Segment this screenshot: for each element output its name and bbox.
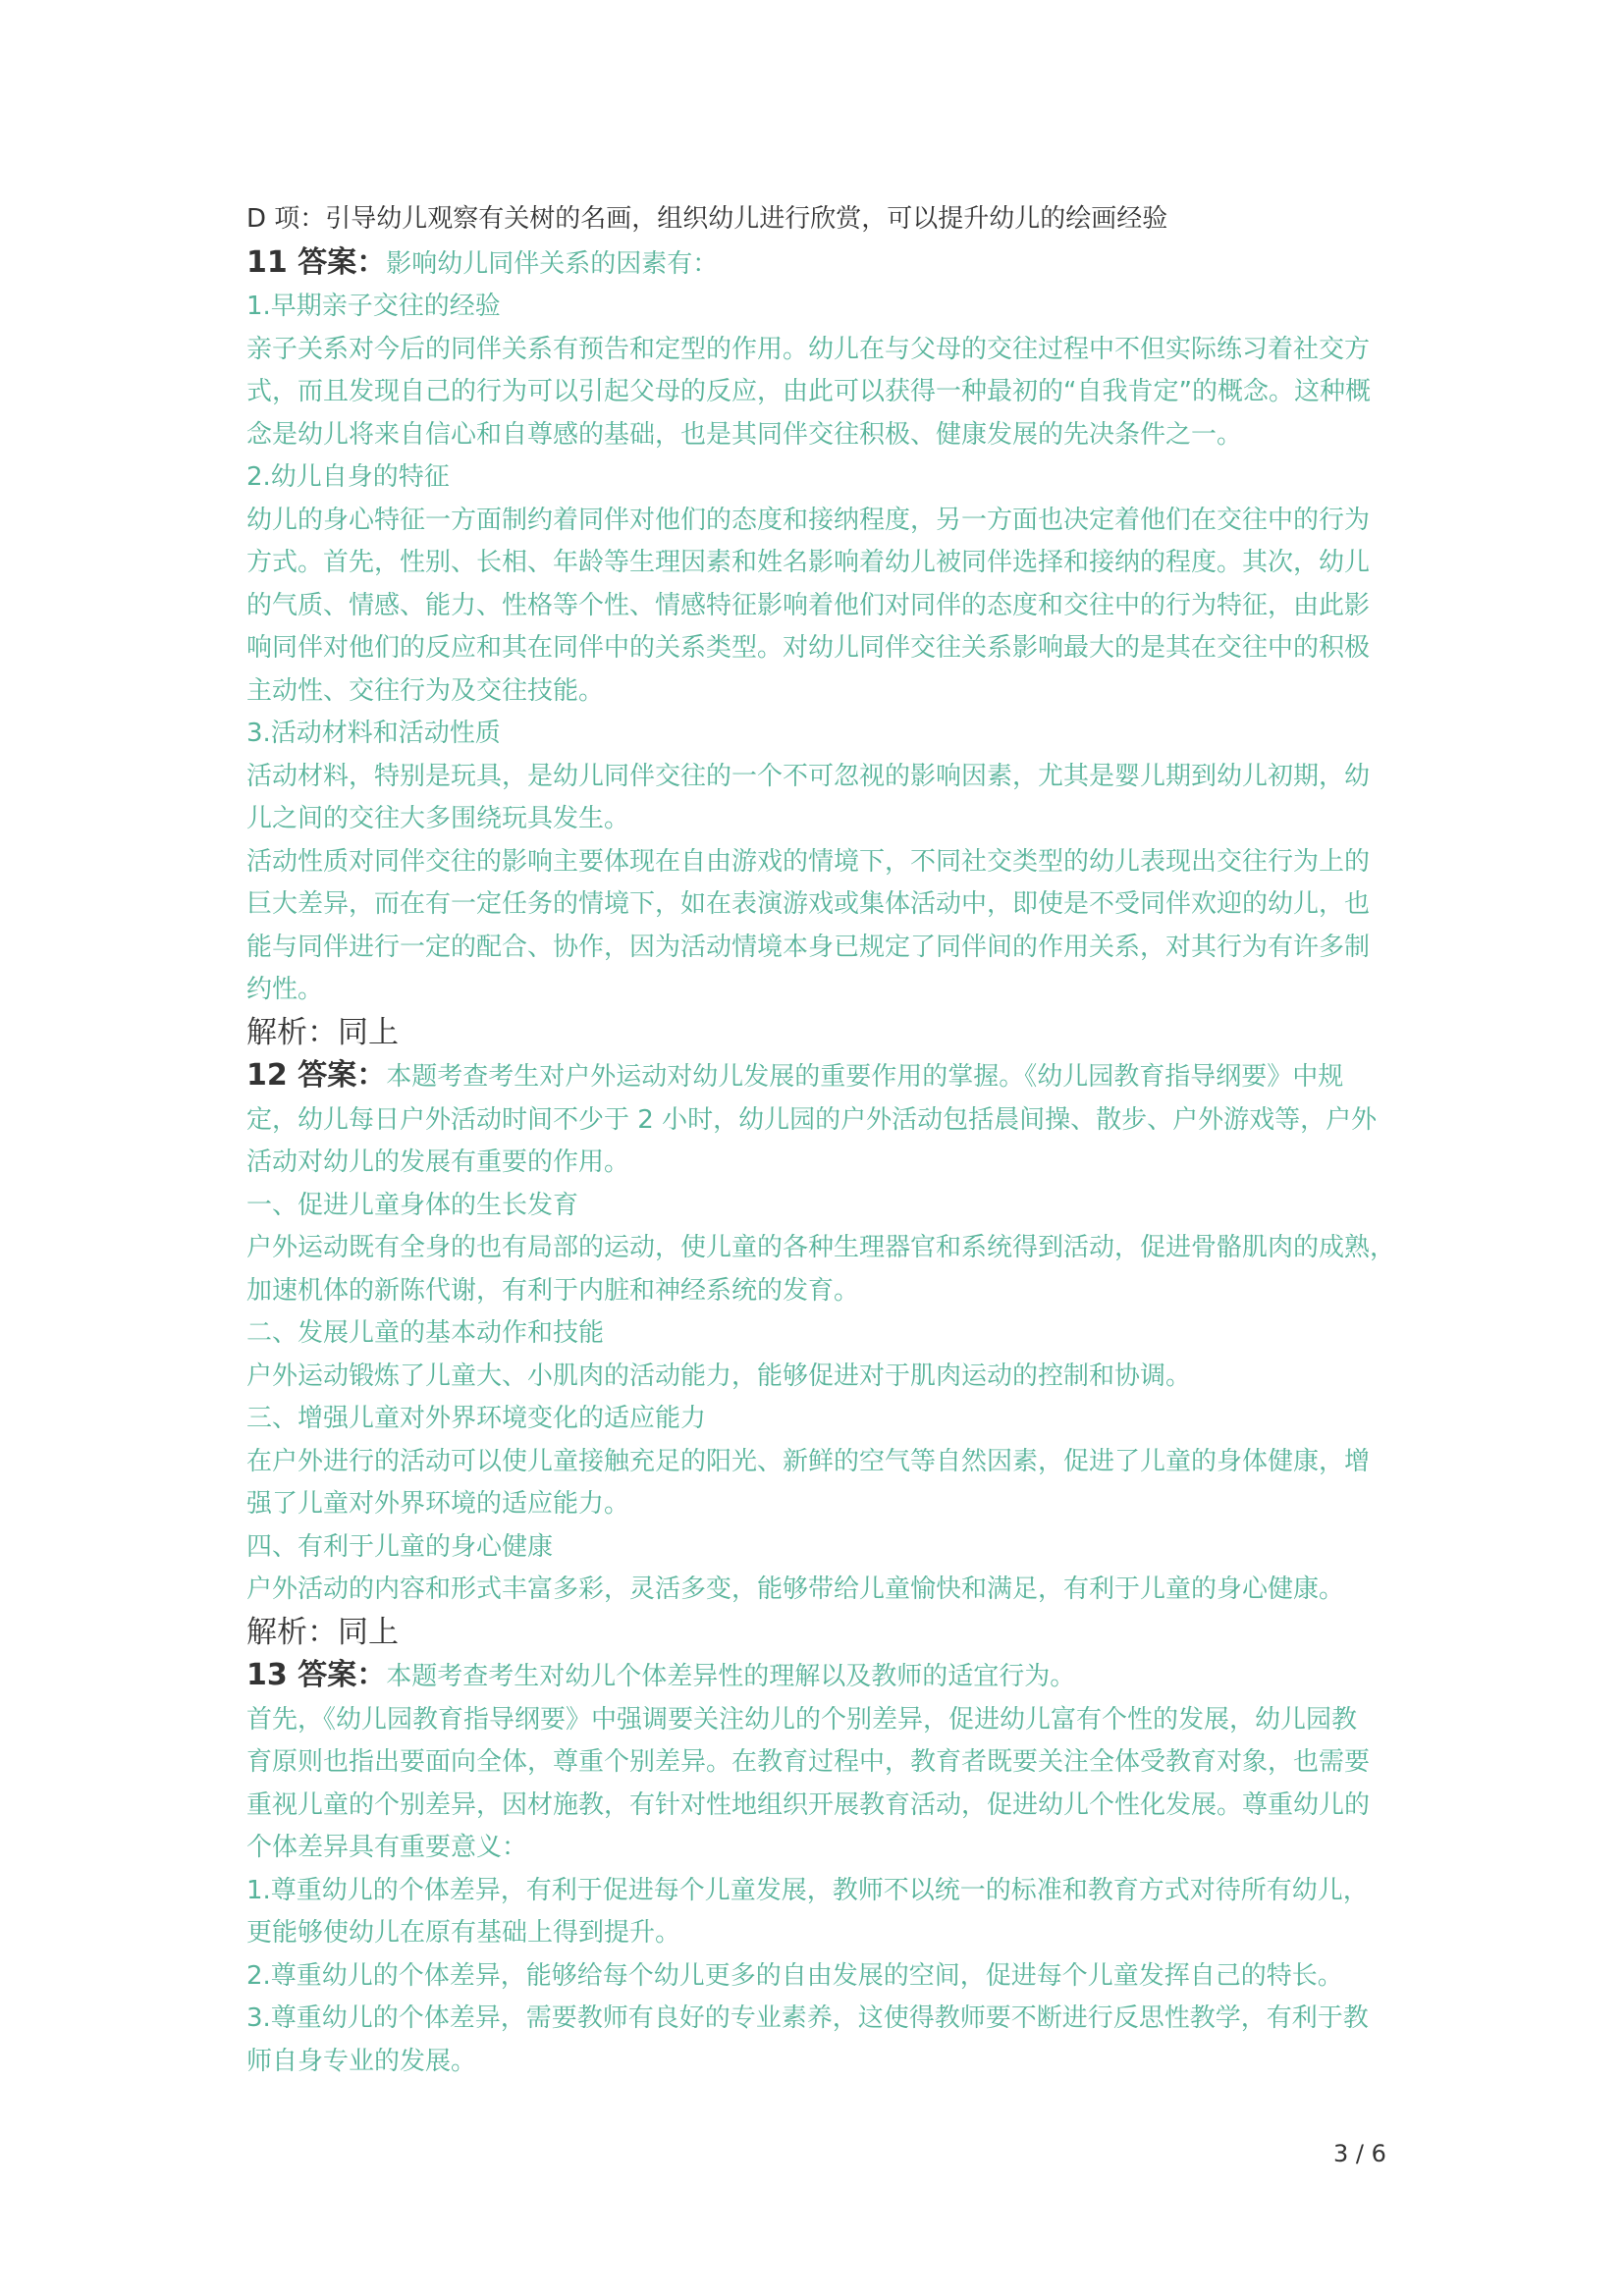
q13-line: 首先，《幼儿园教育指导纲要》中强调要关注幼儿的个别差异，促进幼儿富有个性的发展，幼儿园教	[246, 1704, 1358, 1735]
q12-line: 强了儿童对外界环境的适应能力。	[246, 1489, 630, 1519]
q12-explanation: 解析：同上	[246, 1614, 399, 1650]
q11-label: 11 答案：	[246, 244, 387, 280]
q11-line: 式，而且发现自己的行为可以引起父母的反应，由此可以获得一种最初的“自我肯定”的概念。这种概	[246, 377, 1371, 406]
q13-label: 13 答案：	[246, 1658, 387, 1692]
q11-line: 能与同伴进行一定的配合、协作，因为活动情境本身已规定了同伴间的作用关系，对其行为有许多制	[246, 932, 1371, 962]
q12-line: 户外运动锻炼了儿童大、小肌肉的活动能力，能够促进对于肌肉运动的控制和协调。	[246, 1361, 1192, 1391]
q13-line: 重视儿童的个别差异，因材施教，有针对性地组织开展教育活动，促进幼儿个性化发展。尊重幼儿的	[246, 1789, 1371, 1820]
q13-intro: 本题考查考生对幼儿个体差异性的理解以及教师的适宜行为。	[386, 1662, 1076, 1691]
q13-line: 师自身专业的发展。	[246, 2046, 477, 2076]
q11-line: 活动性质对同伴交往的影响主要体现在自由游戏的情境下，不同社交类型的幼儿表现出交往行为上的	[246, 846, 1371, 877]
q12-line: 加速机体的新陈代谢，有利于内脏和神经系统的发育。	[246, 1275, 860, 1306]
q12-line: 定，幼儿每日户外活动时间不少于 2 小时，幼儿园的户外活动包括晨间操、散步、户外游戏等，户外	[246, 1104, 1378, 1135]
q11-line: 幼儿的身心特征一方面制约着同伴对他们的态度和接纳程度，另一方面也决定着他们在交往中的行为	[246, 505, 1371, 535]
q11-line: 约性。	[246, 975, 324, 1004]
q11-line: 方式。首先，性别、长相、年龄等生理因素和姓名影响着幼儿被同伴选择和接纳的程度。其次，幼儿	[246, 548, 1371, 577]
q11-line: 2.幼儿自身的特征	[246, 462, 450, 492]
q11-line: 的气质、情感、能力、性格等个性、情感特征影响着他们对同伴的态度和交往中的行为特征，由此影	[246, 590, 1371, 620]
q13-line: 育原则也指出要面向全体，尊重个别差异。在教育过程中，教育者既要关注全体受教育对象，也需要	[246, 1747, 1371, 1777]
q11-line: 3.活动材料和活动性质	[246, 719, 501, 748]
q11-line: 亲子关系对今后的同伴关系有预告和定型的作用。幼儿在与父母的交往过程中不但实际练习着社交方	[246, 334, 1371, 364]
q12-line: 户外运动既有全身的也有局部的运动，使儿童的各种生理器官和系统得到活动，促进骨骼肌肉的成熟，	[246, 1233, 1396, 1262]
q13-line: 3.尊重幼儿的个体差异，需要教师有良好的专业素养，这使得教师要不断进行反思性教学，有利于教	[246, 2003, 1369, 2033]
q11-line: 儿之间的交往大多围绕玩具发生。	[246, 804, 630, 833]
q12-line: 在户外进行的活动可以使儿童接触充足的阳光、新鲜的空气等自然因素，促进了儿童的身体健康，增	[246, 1446, 1371, 1476]
q13-line: 更能够使幼儿在原有基础上得到提升。	[246, 1918, 681, 1948]
q12-intro: 本题考查考生对户外运动对幼儿发展的重要作用的掌握。《幼儿园教育指导纲要》中规	[386, 1062, 1344, 1092]
top-line: D 项：引导幼儿观察有关树的名画，组织幼儿进行欣赏，可以提升幼儿的绘画经验	[246, 204, 1168, 234]
q11-line: 活动材料，特别是玩具，是幼儿同伴交往的一个不可忽视的影响因素，尤其是婴儿期到幼儿初期，幼	[246, 761, 1371, 791]
q11-line: 1.早期亲子交往的经验	[246, 292, 501, 321]
q13-line: 1.尊重幼儿的个体差异，有利于促进每个儿童发展，教师不以统一的标准和教育方式对待所有幼儿，	[246, 1875, 1369, 1905]
q12-line: 二、发展儿童的基本动作和技能	[246, 1318, 605, 1348]
q13-line: 个体差异具有重要意义：	[246, 1833, 528, 1862]
page-number: 3 / 6	[1333, 2140, 1386, 2167]
q11-line: 念是幼儿将来自信心和自尊感的基础，也是其同伴交往积极、健康发展的先决条件之一。	[246, 419, 1243, 450]
q12-line: 三、增强儿童对外界环境变化的适应能力	[246, 1404, 707, 1433]
page-content	[246, 198, 1396, 2083]
q13-heading	[246, 1654, 1385, 1699]
q11-line: 响同伴对他们的反应和其在同伴中的关系类型。对幼儿同伴交往关系影响最大的是其在交往中的积极	[246, 633, 1371, 663]
q11-line: 巨大差异，而在有一定任务的情境下，如在表演游戏或集体活动中，即使是不受同伴欢迎的幼儿，也	[246, 889, 1371, 919]
q12-line: 一、促进儿童身体的生长发育	[246, 1190, 579, 1220]
q11-heading	[246, 241, 1385, 287]
q12-line: 户外活动的内容和形式丰富多彩，灵活多变，能够带给儿童愉快和满足，有利于儿童的身心健康。	[246, 1575, 1345, 1604]
q11-explanation: 解析：同上	[246, 1014, 399, 1050]
q13-line: 2.尊重幼儿的个体差异，能够给每个幼儿更多的自由发展的空间，促进每个儿童发挥自己的特长。	[246, 1960, 1343, 1991]
q12-label: 12 答案：	[246, 1058, 387, 1093]
q12-heading	[246, 1054, 1385, 1099]
q11-line: 主动性、交往行为及交往技能。	[246, 675, 605, 706]
q12-line: 四、有利于儿童的身心健康	[246, 1531, 554, 1562]
q12-line: 活动对幼儿的发展有重要的作用。	[246, 1148, 630, 1177]
q11-intro: 影响幼儿同伴关系的因素有：	[386, 248, 719, 279]
